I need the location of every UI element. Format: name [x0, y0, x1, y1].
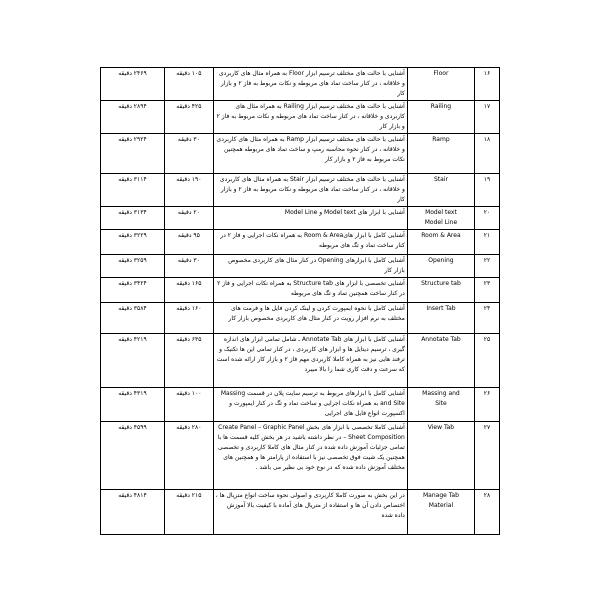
row-number: ۱۷: [475, 101, 500, 134]
row-number: ۱۹: [475, 174, 500, 207]
row-duration: ۱۹۰ دقیقه: [164, 174, 213, 207]
row-number: ۲۸: [475, 490, 500, 535]
row-description: آشنایی با ابزار های Model text و Model Line: [213, 207, 407, 230]
row-number: ۲۴: [475, 303, 500, 334]
row-description: آشنایی تخصصی با ابزار های Structure tab به همراه نکات اجرایی و فاز ۲ در کنار ساخت همچنین تماد و تگ های مربوطه: [213, 278, 407, 303]
table-row: [101, 255, 500, 278]
row-topic: Structure tab: [407, 278, 474, 303]
row-description: آشنایی با حالت های مختلف ترسیم ابزار Floor به همراه مثال های کاربردی و خلاقانه ، در کنار ساخت تماد های مربوطه و نکات مربوط به فاز ۲ و بازار کار: [213, 68, 407, 101]
row-duration: ۱۶۵ دقیقه: [164, 278, 213, 303]
row-number: ۲۰: [475, 207, 500, 230]
row-duration: ۱۰۵ دقیقه: [164, 68, 213, 101]
row-description: آشنایی کامل با ابزارهای مربوط به ترسیم سایت پلان در قسمت Massing and Site به همراه نکات اجرایی و ساخت تماد و تگ در کنار ایمپورت و اکسپورت انواع فایل های اجرایی: [213, 388, 407, 422]
row-duration: ۲۸۰ دقیقه: [164, 422, 213, 490]
row-description: آشنایی کاملا تخصصی با ابزار های بخش Create Panel – Graphic Panel – Sheet Composition در نظر داشته باشید در هر بخش کلیه قسمت ها با تمامی جزئیات آموزش داده شده در کنار مثال های کاملا کاربردی و تخصصی همچنین یک شیت فوق تخصصی نیز با استفاده از پارامتر ها و همچنین های مختلف آموزش داده شده که در نوع خود بی نظیر می باشد .: [213, 422, 407, 490]
row-topic: Stair: [407, 174, 474, 207]
row-duration: ۴۲۵ دقیقه: [164, 101, 213, 134]
row-topic: Manage Tab Material: [407, 490, 474, 535]
row-duration: ۲۰ دقیقه: [164, 207, 213, 230]
row-cumulative-total: ۲۸۹۴ دقیقه: [101, 101, 165, 134]
row-number: ۲۶: [475, 388, 500, 422]
table-row: [101, 101, 500, 134]
row-number: ۲۷: [475, 422, 500, 490]
row-cumulative-total: ۳۲۲۹ دقیقه: [101, 230, 165, 255]
row-cumulative-total: ۲۹۲۴ دقیقه: [101, 134, 165, 174]
row-cumulative-total: ۳۱۳۴ دقیقه: [101, 207, 165, 230]
row-duration: ۳۰ دقیقه: [164, 134, 213, 174]
table-body: [101, 68, 500, 535]
row-topic: Massing and Site: [407, 388, 474, 422]
table-row: [101, 490, 500, 535]
row-number: ۲۵: [475, 334, 500, 388]
row-topic: Opening: [407, 255, 474, 278]
row-topic: Annotate Tab: [407, 334, 474, 388]
row-description: آشنایی با حالت های مختلف ترسیم ابزار Ramp به همراه مثال های کاربردی و خلاقانه ، در کنار نحوه محاسبه رمپ و ساخت تماد های مربوطه همچنین نکات مربوط به فاز ۲ و بازار کار: [213, 134, 407, 174]
row-cumulative-total: ۴۵۹۹ دقیقه: [101, 422, 165, 490]
row-topic: Railing: [407, 101, 474, 134]
row-cumulative-total: ۳۲۵۹ دقیقه: [101, 255, 165, 278]
row-number: ۱۸: [475, 134, 500, 174]
row-topic: Insert Tab: [407, 303, 474, 334]
row-duration: ۱۶۰ دقیقه: [164, 303, 213, 334]
row-number: ۲۱: [475, 230, 500, 255]
row-number: ۲۳: [475, 278, 500, 303]
table-row: [101, 68, 500, 101]
row-topic: View Tab: [407, 422, 474, 490]
row-duration: ۳۰ دقیقه: [164, 255, 213, 278]
table-row: [101, 207, 500, 230]
row-cumulative-total: ۲۴۶۹ دقیقه: [101, 68, 165, 101]
row-cumulative-total: ۳۱۱۴ دقیقه: [101, 174, 165, 207]
row-description: در این بخش به صورت کاملا کاربردی و اصولی نحوه ساخت انواع متریال ها ، اختصاص دادن آن ها و استفاده از متریال های آماده با کیفیت بالا آموزش داده شده: [213, 490, 407, 535]
table-row: [101, 303, 500, 334]
row-topic: Ramp: [407, 134, 474, 174]
row-description: آشنایی با حالت های مختلف ترسیم ابزار Stair به همراه مثال های کاربردی و خلاقانه ، در کنار ساخت تماد های مربوطه و نکات مربوط به فاز ۲ و بازار کار: [213, 174, 407, 207]
row-topic: Floor: [407, 68, 474, 101]
row-number: ۱۶: [475, 68, 500, 101]
table-row: [101, 278, 500, 303]
row-duration: ۹۵ دقیقه: [164, 230, 213, 255]
table-row: [101, 174, 500, 207]
row-description: آشنایی کامل با نحوه ایمپورت کردن و لینک کردن فایل ها و فرمت های مختلف به نرم افزار رویت در کنار مثال های کاربردی مخصوص بازار کار: [213, 303, 407, 334]
row-cumulative-total: ۳۵۸۴ دقیقه: [101, 303, 165, 334]
table-row: [101, 134, 500, 174]
table-row: [101, 334, 500, 388]
row-topic: Room & Area: [407, 230, 474, 255]
row-description: آشنایی کامل با ابزار هایRoom & Area به همراه نکات اجرایی و فاز ۲ در کنار ساخت تماد و تگ های مربوطه: [213, 230, 407, 255]
table-row: [101, 422, 500, 490]
row-cumulative-total: ۴۸۱۴ دقیقه: [101, 490, 165, 535]
row-number: ۲۲: [475, 255, 500, 278]
row-duration: ۱۰۰ دقیقه: [164, 388, 213, 422]
row-description: آشنایی کامل با ابزار های Annotate Tab ـ شامل تمامی ابزار های اندازه گیری ، ترسیم دیتایل ها و ابزار های کاربردی ، در کنار تمامی این ها تکنیک و ترفند هایی نیز به همراه کاملا کاربردی مهم فاز ۲ و بازار کار ارائه شده است که سرعت و دقت کاری شما را بالا میبرد: [213, 334, 407, 388]
course-syllabus-table: [100, 67, 500, 535]
row-cumulative-total: ۴۲۱۹ دقیقه: [101, 334, 165, 388]
row-duration: ۶۳۵ دقیقه: [164, 334, 213, 388]
table-row: [101, 388, 500, 422]
row-cumulative-total: ۴۳۱۹ دقیقه: [101, 388, 165, 422]
row-duration: ۲۱۵ دقیقه: [164, 490, 213, 535]
table-row: [101, 230, 500, 255]
row-topic: Model text Model Line: [407, 207, 474, 230]
row-description: آشنایی با حالت های مختلف ترسیم ابزار Railing به همراه مثال های کاربردی و خلاقانه ، در کنار ساخت تماد های مربوطه و نکات مربوط به فاز ۲ و بازار کار: [213, 101, 407, 134]
row-cumulative-total: ۳۴۲۴ دقیقه: [101, 278, 165, 303]
row-description: آشنایی کامل با ابزارهای Opening در کنار مثال های کاربردی مخصوص بازار کار: [213, 255, 407, 278]
